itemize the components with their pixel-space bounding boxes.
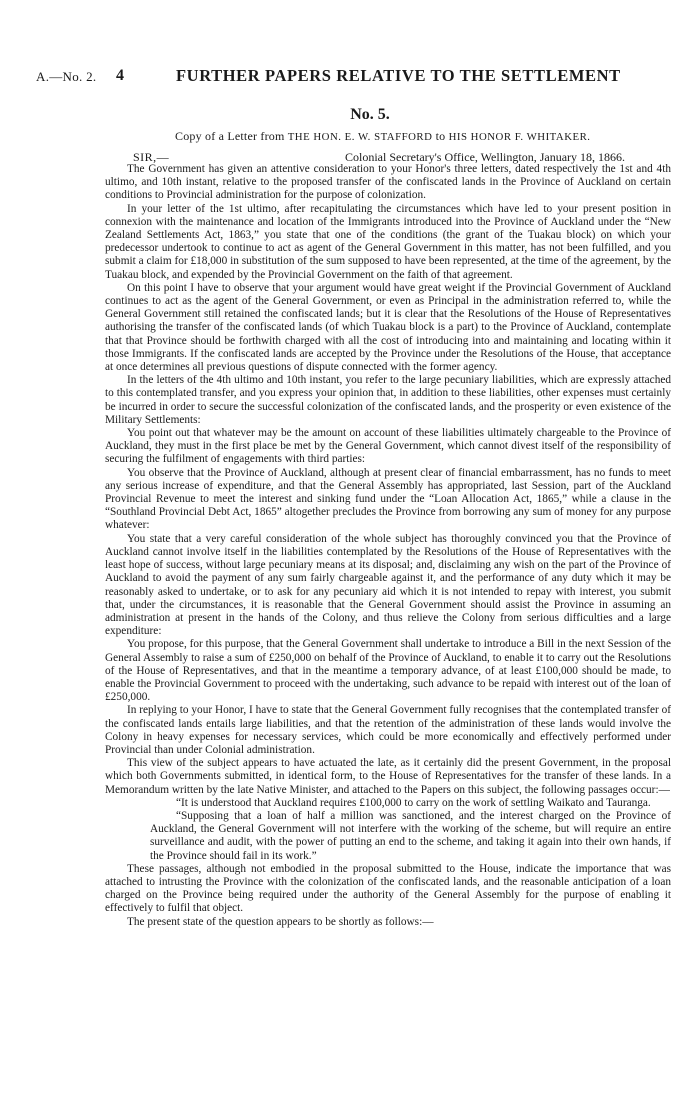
- paragraph: In your letter of the 1st ultimo, after recapitulating the circumstances which have led to your present position in connexion with the maintenance and location of the Immigrants introduced into the Province of Auckland under the “New Zealand Settlements Act, 1863,” you state that one of the conditions (the grant of the Tuakau block) on which your predecessor undertook to continue to act as agent of the General Government in this matter, has not been fulfilled, and you submit a claim for £18,000 in substitution of the sum supposed to have been represented, at the time of the agreement, by the Tuakau block, and expended by the Provincial Government on the faith of that agreement.: [105, 202, 671, 281]
- caption-prefix: Copy of a Letter from: [175, 129, 285, 143]
- letter-caption: [175, 129, 591, 144]
- paragraph: You state that a very careful consideration of the whole subject has thoroughly convinced you that the Province of Auckland cannot involve itself in the liabilities contemplated by the Resolutions of the House of Representatives with the least hope of success, without large pecuniary means at its disposal; and, disclaiming any wish on the part of the Province of Auckland to avoid the payment of any sum fairly chargeable against it, and the performance of any duty which it may be reasonably asked to undertake, or to ask for any pecuniary aid which it is not intended to repay with interest, you submit that, under the circumstances, it is reasonable that the General Government should assist the Province in assuming an administration at present in the hands of the Colony, and thus relieve the Colony from serious difficulties and a large expenditure:: [105, 532, 671, 638]
- dateline: Colonial Secretary's Office, Wellington, January 18, 1866.: [345, 150, 626, 164]
- page-reference: A.—No. 2.: [36, 69, 97, 84]
- paragraph: You observe that the Province of Auckland, although at present clear of financial embarrassment, has no funds to meet any serious increase of expenditure, and that the General Assembly has appropriated, last Session, part of the Auckland Provincial Revenue to meet the interest and sinking fund under the “Loan Allocation Act, 1865,” while a clause in the “Southland Provincial Debt Act, 1865” altogether precludes the Province from borrowing any sum of money for any purpose whatever:: [105, 466, 671, 532]
- page-number: 4: [116, 67, 124, 84]
- running-title: FURTHER PAPERS RELATIVE TO THE SETTLEMENT: [176, 66, 621, 85]
- caption-to: to: [435, 129, 446, 143]
- paragraph: You point out that whatever may be the amount on account of these liabilities ultimately chargeable to the Province of Auckland, they must in the first place be met by the General Government, which cannot divest itself of the responsibility of securing the fulfilment of engagements with third parties:: [105, 427, 671, 466]
- paragraph: The present state of the question appears to be shortly as follows:—: [127, 915, 434, 928]
- paragraph: In replying to your Honor, I have to state that the General Government fully recognises that the contemplated transfer of the confiscated lands entails large liabilities, and that the retention of the administration of these lands would involve the Colony in heavy expenses for necessary services, which could be more economically and effectively performed under Provincial than under Colonial administration.: [105, 704, 671, 756]
- caption-sender: THE HON. E. W. STAFFORD: [287, 131, 433, 143]
- paragraph: These passages, although not embodied in the proposal submitted to the House, indicate the importance that was attached to intrusting the Province with the colonization of the confiscated lands, and the reasonable anticipation of a loan charged on the Province being required under the authority of the General Assembly for the purpose of enabling it effectively to fulfil that object.: [105, 862, 671, 915]
- paragraph: This view of the subject appears to have actuated the late, as it certainly did the present Government, in the proposal which both Governments submitted, in identical form, to the House of Representatives for the transfer of these lands. In a Memorandum written by the late Native Minister, and attached to the Papers on this subject, the following passages occur:—: [105, 757, 671, 796]
- caption-recipient: HIS HONOR F. WHITAKER.: [448, 131, 591, 143]
- quoted-passage: “Supposing that a loan of half a million was sanctioned, and the interest charged on the Province of Auckland, the General Government will not interfere with the working of the scheme, but will require an entire surveillance and audit, with the power of putting an end to the scheme, and taking it again into their own hands, if the Province should fail in its work.”: [150, 809, 671, 862]
- page-header: [0, 66, 700, 90]
- paragraph: In the letters of the 4th ultimo and 10th instant, you refer to the large pecuniary liabilities, which are expressly attached to this contemplated transfer, and you express your opinion that, in addition to these liabilities, other expenses must certainly be incurred in order to secure the successful colonization of the confiscated lands, and the prosperity or even existence of the Military Settlements:: [105, 374, 671, 426]
- letter-body: [105, 163, 671, 929]
- paragraph: The Government has given an attentive consideration to your Honor's three letters, dated respectively the 1st and 4th ultimo, and 10th instant, relative to the proposed transfer of the confiscated lands in the Province of Auckland on certain conditions to Provincial administration for the purpose of colonization.: [105, 163, 671, 202]
- quoted-passage: “It is understood that Auckland requires £100,000 to carry on the work of settling Waikato and Tauranga.: [176, 796, 651, 809]
- paragraph: You propose, for this purpose, that the General Government shall undertake to introduce a Bill in the next Session of the General Assembly to raise a sum of £250,000 on behalf of the Province of Auckland, to enable it to carry out the Resolutions of the House of Representatives, and that in the meantime a temporary advance, of at least £100,000 should be made, to enable the Provincial Government to proceed with the undertaking, such advance to be repaid with interest out of the loan of £250,000.: [105, 638, 671, 704]
- paragraph: On this point I have to observe that your argument would have great weight if the Provincial Government of Auckland continues to act as the agent of the General Government, or even as Principal in the administration referred to, while the General Government still retained the confiscated lands; but it is clear that the Resolutions of the House of Representatives authorising the transfer of the confiscated lands (of which Tuakau block is a part) to the Province of Auckland, contemplate that that Province should be forthwith charged with all the cost of introducing into and maintaining and locating within it those Immigrants. If the confiscated lands are accepted by the Province under the Resolutions of the House, that acceptance at once determines all previous questions of dispute connected with the former agency.: [105, 281, 671, 374]
- salutation: SIR,—: [133, 150, 170, 164]
- document-number: No. 5.: [350, 106, 390, 123]
